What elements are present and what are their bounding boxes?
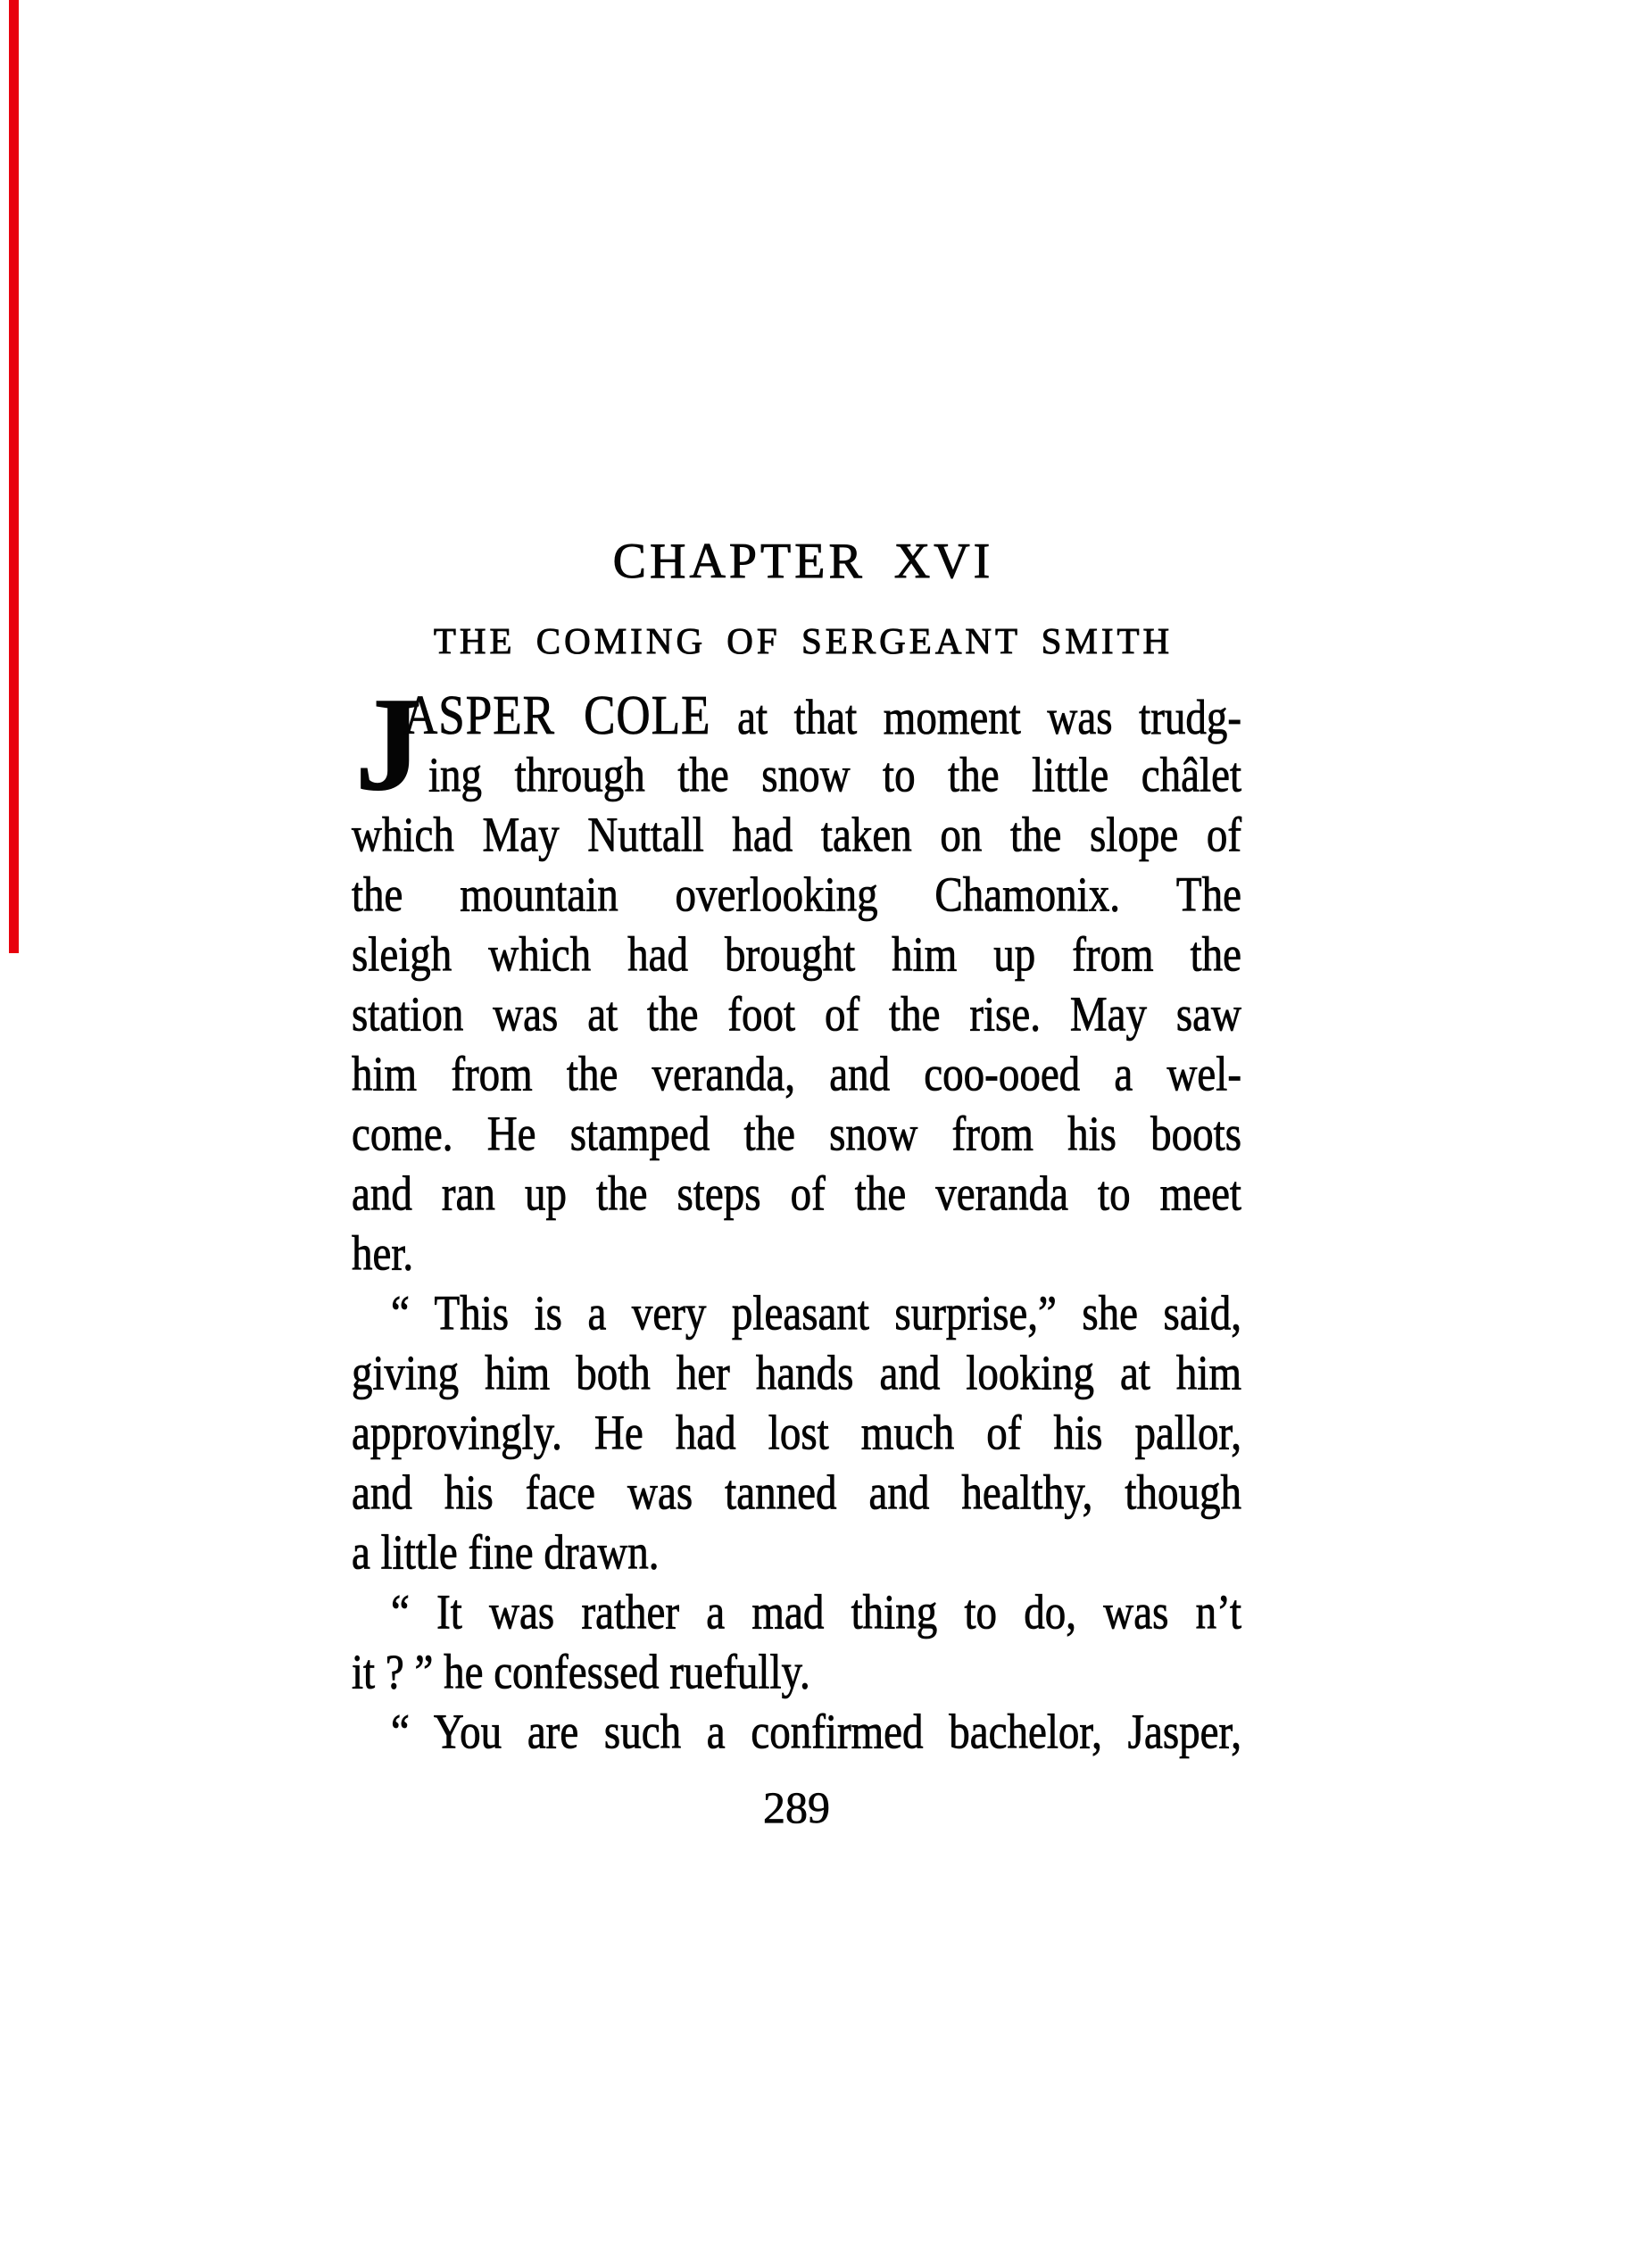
- text-line: and ran up the steps of the veranda to meet: [352, 1166, 1241, 1222]
- text-line: ASPER COLE at that moment was trudg-: [403, 685, 1242, 746]
- text-line: ing through the snow to the little châlet: [428, 748, 1241, 803]
- text-line: “ You are such a confirmed bachelor, Jasper,: [391, 1705, 1241, 1760]
- text-line: approvingly. He had lost much of his pallor,: [352, 1406, 1241, 1461]
- text-line: the mountain overlooking Chamonix. The: [352, 867, 1241, 923]
- text-line: her.: [352, 1226, 414, 1282]
- text-line: “ It was rather a mad thing to do, was n’t: [391, 1585, 1241, 1640]
- drop-cap-initial: J: [355, 670, 422, 818]
- text-line: station was at the foot of the rise. May saw: [352, 987, 1241, 1042]
- text-line: which May Nuttall had taken on the slope of: [352, 808, 1241, 863]
- text-line: “ This is a very pleasant surprise,” she said,: [391, 1286, 1241, 1341]
- page-edge-marker: [9, 0, 19, 953]
- text-line: him from the veranda, and coo-ooed a wel-: [352, 1047, 1241, 1102]
- lead-caps: ASPER COLE: [403, 685, 711, 746]
- text-line: a little fine drawn.: [352, 1525, 660, 1581]
- body-text: [352, 687, 1241, 1764]
- chapter-subtitle: THE COMING OF SERGEANT SMITH: [433, 620, 1174, 661]
- text-line: it ? ” he confessed ruefully.: [352, 1645, 810, 1700]
- text-line: giving him both her hands and looking at him: [352, 1346, 1241, 1401]
- text-line: and his face was tanned and healthy, though: [352, 1465, 1241, 1521]
- text-line: sleigh which had brought him up from the: [352, 927, 1241, 983]
- chapter-title: CHAPTER XVI: [612, 534, 994, 589]
- page-number: 289: [763, 1782, 830, 1832]
- text-line: come. He stamped the snow from his boots: [352, 1107, 1241, 1162]
